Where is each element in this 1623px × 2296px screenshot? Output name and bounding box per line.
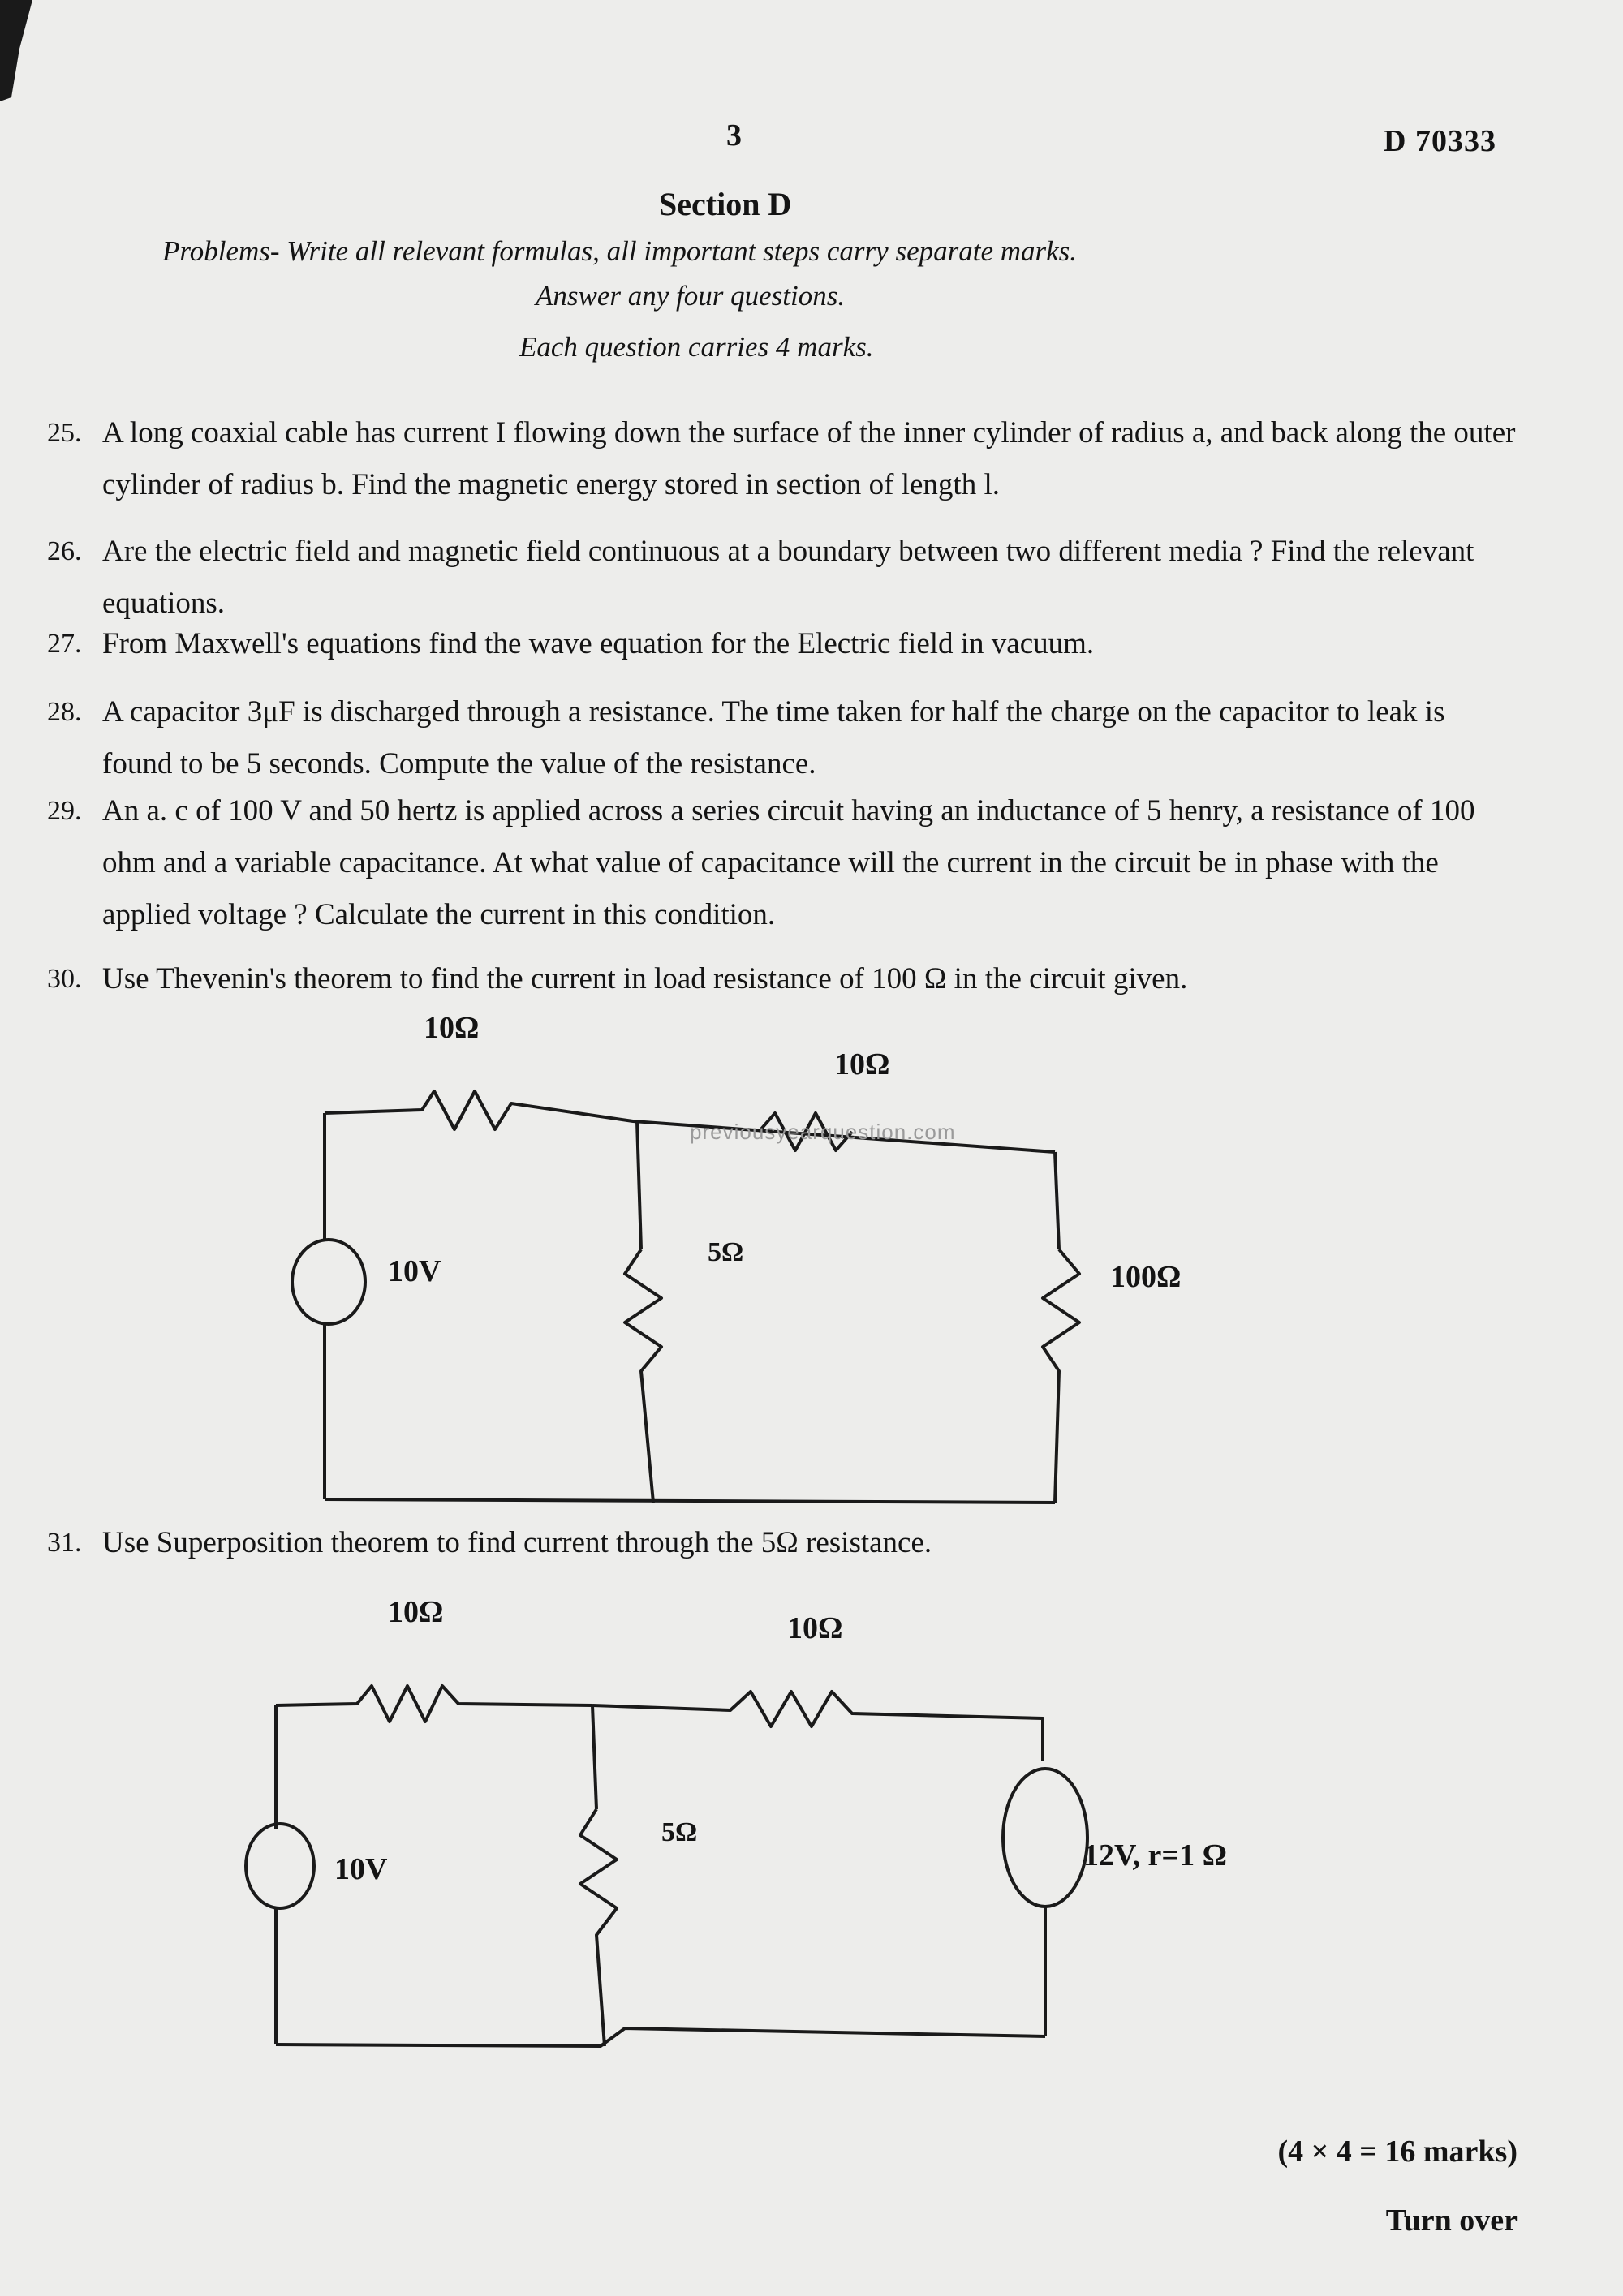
marks-summary: (4 × 4 = 16 marks) [1277, 2135, 1518, 2169]
question-30 [47, 953, 1522, 1005]
question-text: A capacitor 3μF is discharged through a resistance. The time taken for half the charge on the capacitor to leak is found to be 5 seconds. Compute the value of the resistance. [102, 695, 1445, 780]
resistor-10-ohm-top-left [276, 1686, 592, 1722]
page-number: 3 [726, 118, 742, 153]
document-code: D 70333 [1384, 124, 1496, 158]
label-r-mid: 5Ω [708, 1237, 744, 1267]
question-31 [47, 1517, 1522, 1569]
label-r2: 10Ω [834, 1047, 890, 1081]
question-29 [47, 785, 1522, 941]
wire-bottom [325, 1499, 1055, 1503]
label-source-right: 12V, r=1 Ω [1083, 1838, 1227, 1872]
wire-middle [592, 1705, 596, 1809]
label-source: 10V [388, 1254, 441, 1288]
voltage-source-10v [246, 1824, 314, 1908]
question-number: 31. [47, 1528, 82, 1558]
label-r-load: 100Ω [1110, 1260, 1182, 1294]
question-number: 27. [47, 629, 82, 659]
resistor-5-ohm-middle [580, 1809, 617, 2046]
voltage-source-10v [292, 1240, 365, 1324]
question-text: Are the electric field and magnetic field continuous at a boundary between two different media ? Find the relevant equations. [102, 535, 1474, 620]
turn-over: Turn over [1385, 2204, 1518, 2238]
wire-middle [637, 1121, 641, 1249]
question-number: 26. [47, 536, 82, 566]
resistor-100-ohm-load [1043, 1249, 1079, 1503]
question-26 [47, 526, 1522, 630]
wire-bottom [276, 2028, 1045, 2046]
question-number: 25. [47, 418, 82, 448]
wire-right [1055, 1152, 1059, 1249]
instruction-answer: Answer any four questions. [536, 280, 846, 312]
question-number: 28. [47, 697, 82, 727]
question-text: From Maxwell's equations find the wave equation for the Electric field in vacuum. [102, 627, 1095, 660]
question-text: Use Superposition theorem to find current through the 5Ω resistance. [102, 1526, 932, 1559]
resistor-5-ohm-middle [625, 1249, 661, 1503]
label-r-mid: 5Ω [661, 1817, 698, 1847]
question-number: 29. [47, 796, 82, 826]
question-28 [47, 686, 1522, 790]
question-25 [47, 407, 1522, 511]
question-text: A long coaxial cable has current I flowing down the surface of the inner cylinder of radius a, and back along the outer cylinder of radius b. Find the magnetic energy stored in section of length l. [102, 416, 1516, 501]
section-title: Section D [659, 186, 792, 222]
question-text: An a. c of 100 V and 50 hertz is applied across a series circuit having an inductance of 5 henry, a resistance of 100 ohm and a variable capacitance. At what value of capacitance will the current in the circuit be in phase with the applied voltage ? Calculate the current in this condition. [102, 794, 1475, 931]
label-source-left: 10V [334, 1852, 388, 1886]
label-r1: 10Ω [388, 1595, 444, 1629]
instruction-problems: Problems- Write all relevant formulas, all important steps carry separate marks. [162, 235, 1078, 267]
question-27 [47, 618, 1522, 670]
question-number: 30. [47, 964, 82, 994]
instruction-marks: Each question carries 4 marks. [519, 331, 874, 363]
label-r2: 10Ω [787, 1611, 843, 1645]
watermark: previousyearquestion.com [690, 1120, 956, 1144]
scan-corner-shadow [0, 0, 49, 105]
question-text: Use Thevenin's theorem to find the current in load resistance of 100 Ω in the circuit given. [102, 962, 1188, 995]
voltage-source-12v [1003, 1769, 1087, 1907]
label-r1: 10Ω [424, 1011, 480, 1045]
resistor-10-ohm-top-right [592, 1692, 1043, 1761]
